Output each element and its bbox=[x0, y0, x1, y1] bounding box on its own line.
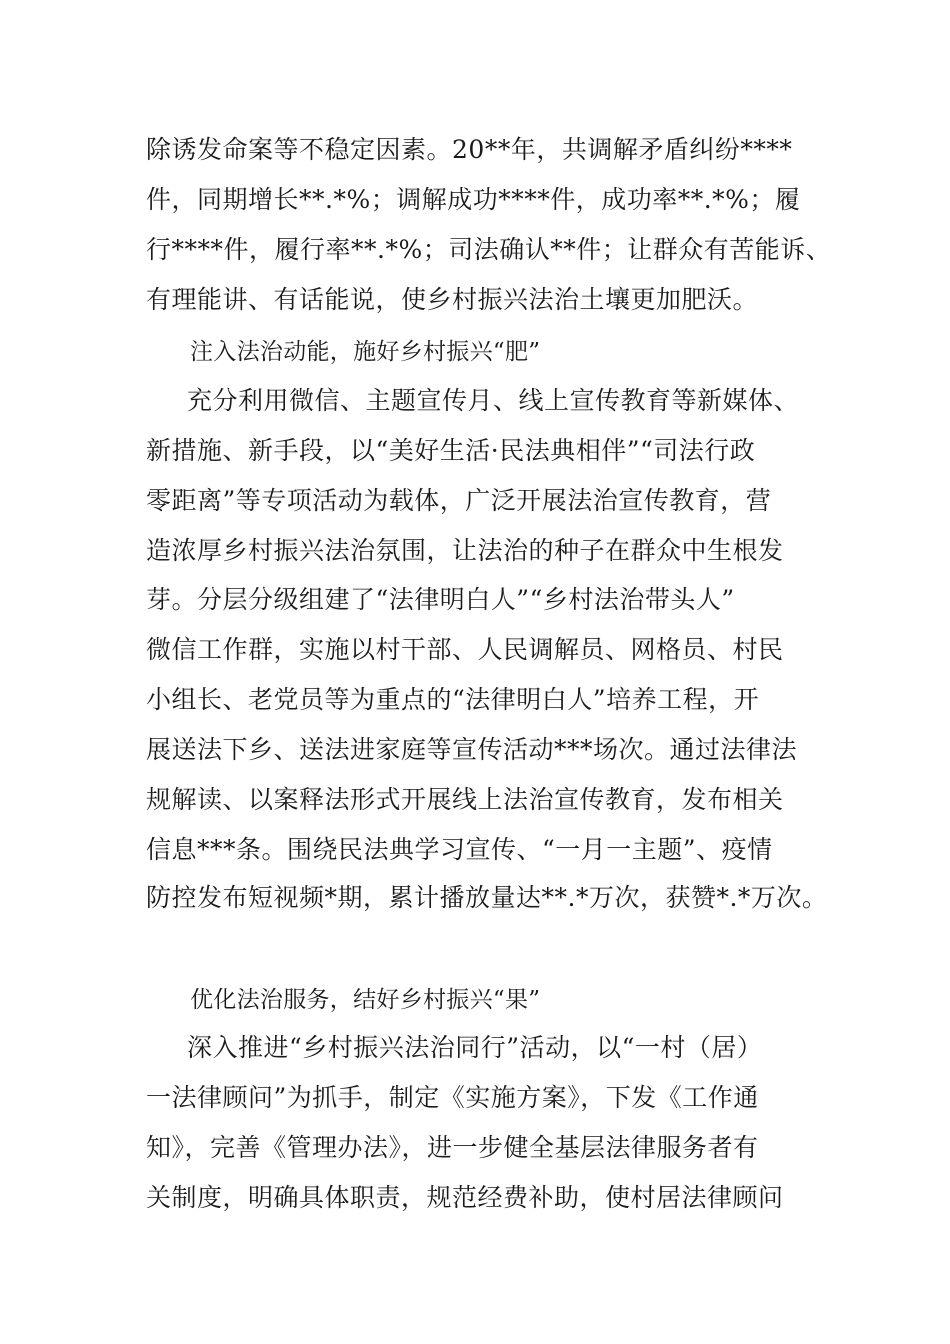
paragraph-line: 关制度，明确具体职责，规范经费补助，使村居法律顾问 bbox=[146, 1183, 784, 1212]
paragraph-line: 新措施、新手段，以“美好生活·民法典相伴”“司法行政 bbox=[146, 436, 756, 465]
paragraph-line: 防控发布短视频*期，累计播放量达**.*万次，获赞*.*万次。 bbox=[146, 883, 828, 912]
paragraph-line: 芽。分层分级组建了“法律明白人”“乡村法治带头人” bbox=[146, 585, 735, 614]
paragraph-line: 知》，完善《管理办法》，进一步健全基层法律服务者有 bbox=[146, 1133, 759, 1162]
paragraph-line: 一法律顾问”为抓手，制定《实施方案》，下发《工作通 bbox=[146, 1083, 759, 1112]
paragraph-line: 有理能讲、有话能说，使乡村振兴法治土壤更加肥沃。 bbox=[146, 285, 759, 314]
paragraph-line: 微信工作群，实施以村干部、人民调解员、网格员、村民 bbox=[146, 635, 784, 664]
paragraph-line: 规解读、以案释法形式开展线上法治宣传教育，发布相关 bbox=[146, 785, 784, 814]
paragraph-line: 行****件，履行率**.*%；司法确认**件；让群众有苦能诉、 bbox=[146, 235, 832, 264]
paragraph-line: 小组长、老党员等为重点的“法律明白人”培养工程，开 bbox=[146, 685, 760, 714]
paragraph-line: 展送法下乡、送法进家庭等宣传活动***场次。通过法律法 bbox=[146, 735, 798, 764]
paragraph-line: 零距离”等专项活动为载体，广泛开展法治宣传教育，营 bbox=[146, 486, 772, 515]
paragraph-line: 信息***条。围绕民法典学习宣传、“一月一主题”、疫情 bbox=[146, 835, 773, 864]
section-heading: 注入法治动能，施好乡村振兴“肥” bbox=[190, 339, 541, 365]
section-heading: 优化法治服务，结好乡村振兴“果” bbox=[190, 987, 541, 1013]
paragraph-line: 充分利用微信、主题宣传月、线上宣传教育等新媒体、 bbox=[187, 386, 800, 415]
paragraph-line: 除诱发命案等不稳定因素。20**年，共调解矛盾纠纷**** bbox=[146, 135, 793, 164]
paragraph-line: 件，同期增长**.*%；调解成功****件，成功率**.*%；履 bbox=[146, 185, 801, 214]
paragraph-line: 造浓厚乡村振兴法治氛围，让法治的种子在群众中生根发 bbox=[146, 536, 784, 565]
paragraph-line: 深入推进“乡村振兴法治同行”活动，以“一村（居） bbox=[187, 1033, 763, 1062]
